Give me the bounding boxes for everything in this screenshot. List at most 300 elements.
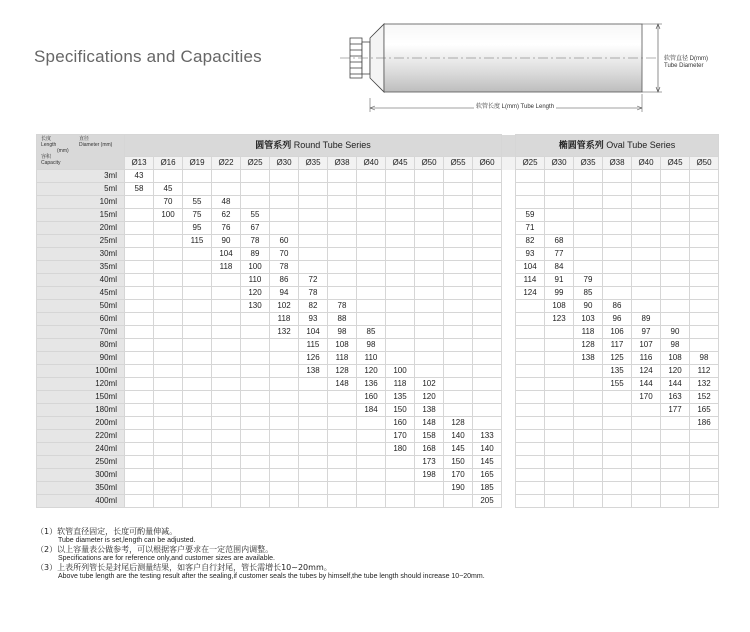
round-length-cell xyxy=(241,443,270,456)
oval-series-header xyxy=(516,135,719,157)
round-length-cell xyxy=(299,495,328,508)
round-length-cell xyxy=(154,313,183,326)
oval-length-cell xyxy=(603,274,632,287)
round-diameter-header: Ø16 xyxy=(154,157,183,170)
round-length-cell xyxy=(299,456,328,469)
round-length-cell xyxy=(212,326,241,339)
oval-length-cell xyxy=(632,287,661,300)
oval-length-cell xyxy=(516,469,545,482)
oval-length-cell xyxy=(545,365,574,378)
round-length-cell: 128 xyxy=(328,365,357,378)
round-length-cell xyxy=(125,248,154,261)
round-length-cell xyxy=(154,469,183,482)
round-length-cell xyxy=(328,274,357,287)
series-gap xyxy=(502,300,516,313)
capacity-cell: 90ml xyxy=(37,352,125,365)
oval-length-cell xyxy=(516,456,545,469)
round-length-cell xyxy=(415,313,444,326)
round-length-cell: 120 xyxy=(415,391,444,404)
round-diameter-header: Ø50 xyxy=(415,157,444,170)
capacity-cell: 120ml xyxy=(37,378,125,391)
round-length-cell xyxy=(473,339,502,352)
oval-length-cell xyxy=(516,443,545,456)
round-length-cell: 138 xyxy=(415,404,444,417)
round-length-cell xyxy=(154,430,183,443)
round-length-cell xyxy=(299,391,328,404)
round-length-cell xyxy=(125,339,154,352)
round-length-cell xyxy=(183,430,212,443)
round-length-cell: 128 xyxy=(444,417,473,430)
round-length-cell: 110 xyxy=(241,274,270,287)
oval-length-cell: 71 xyxy=(516,222,545,235)
oval-length-cell: 112 xyxy=(690,365,719,378)
note-3-en: Above tube length are the testing result after the sealing,if customer seals the tubes by himself,the tube length should increase 10~20mm. xyxy=(58,573,485,580)
round-length-cell: 43 xyxy=(125,170,154,183)
oval-length-cell: 138 xyxy=(574,352,603,365)
oval-length-cell xyxy=(690,469,719,482)
oval-length-cell xyxy=(603,482,632,495)
round-length-cell xyxy=(241,430,270,443)
round-length-cell xyxy=(415,183,444,196)
corner-length-unit: (mm) xyxy=(57,148,69,154)
round-length-cell xyxy=(212,404,241,417)
round-length-cell xyxy=(357,209,386,222)
capacity-cell: 35ml xyxy=(37,261,125,274)
oval-length-cell xyxy=(690,287,719,300)
oval-series-cn: 椭圆管系列 xyxy=(558,141,604,151)
oval-length-cell xyxy=(661,209,690,222)
round-length-cell: 45 xyxy=(154,183,183,196)
round-length-cell: 78 xyxy=(270,261,299,274)
round-length-cell: 70 xyxy=(270,248,299,261)
round-length-cell xyxy=(444,183,473,196)
round-length-cell xyxy=(357,495,386,508)
oval-length-cell xyxy=(545,170,574,183)
diameter-header-row xyxy=(37,157,719,170)
oval-length-cell xyxy=(516,404,545,417)
oval-length-cell: 124 xyxy=(632,365,661,378)
round-length-cell xyxy=(125,326,154,339)
oval-length-cell xyxy=(661,274,690,287)
round-length-cell xyxy=(386,222,415,235)
round-length-cell: 118 xyxy=(386,378,415,391)
oval-length-cell xyxy=(603,469,632,482)
oval-length-cell xyxy=(632,170,661,183)
capacity-cell: 60ml xyxy=(37,313,125,326)
round-length-cell xyxy=(386,469,415,482)
oval-length-cell: 170 xyxy=(632,391,661,404)
table-row xyxy=(37,417,719,430)
round-length-cell xyxy=(357,274,386,287)
round-length-cell xyxy=(299,443,328,456)
round-length-cell: 67 xyxy=(241,222,270,235)
round-length-cell xyxy=(270,222,299,235)
oval-length-cell xyxy=(545,404,574,417)
round-diameter-header: Ø55 xyxy=(444,157,473,170)
capacity-cell: 10ml xyxy=(37,196,125,209)
oval-length-cell: 97 xyxy=(632,326,661,339)
oval-length-cell xyxy=(661,222,690,235)
capacity-cell: 80ml xyxy=(37,339,125,352)
round-length-cell xyxy=(183,300,212,313)
round-length-cell xyxy=(125,352,154,365)
round-length-cell: 148 xyxy=(415,417,444,430)
oval-length-cell xyxy=(661,300,690,313)
round-length-cell xyxy=(299,469,328,482)
oval-length-cell xyxy=(516,313,545,326)
oval-length-cell xyxy=(603,443,632,456)
round-diameter-header: Ø25 xyxy=(241,157,270,170)
round-length-cell xyxy=(444,378,473,391)
round-length-cell xyxy=(241,456,270,469)
round-length-cell xyxy=(270,456,299,469)
round-length-cell xyxy=(357,261,386,274)
oval-length-cell xyxy=(603,404,632,417)
oval-length-cell xyxy=(603,495,632,508)
round-length-cell xyxy=(415,274,444,287)
series-gap xyxy=(502,183,516,196)
note-3 xyxy=(36,563,485,581)
round-length-cell xyxy=(270,183,299,196)
oval-length-cell: 125 xyxy=(603,352,632,365)
round-length-cell xyxy=(154,300,183,313)
round-length-cell xyxy=(125,495,154,508)
oval-length-cell xyxy=(545,222,574,235)
oval-length-cell xyxy=(574,248,603,261)
oval-length-cell xyxy=(516,482,545,495)
round-length-cell xyxy=(154,352,183,365)
oval-length-cell xyxy=(603,170,632,183)
table-row xyxy=(37,456,719,469)
round-length-cell: 145 xyxy=(473,456,502,469)
round-length-cell xyxy=(125,482,154,495)
round-length-cell xyxy=(444,495,473,508)
round-length-cell xyxy=(125,469,154,482)
round-length-cell xyxy=(328,495,357,508)
round-length-cell xyxy=(473,222,502,235)
round-length-cell: 102 xyxy=(270,300,299,313)
oval-length-cell xyxy=(574,404,603,417)
oval-length-cell: 128 xyxy=(574,339,603,352)
round-length-cell xyxy=(386,248,415,261)
round-length-cell xyxy=(299,248,328,261)
round-length-cell xyxy=(473,417,502,430)
round-length-cell: 170 xyxy=(386,430,415,443)
round-length-cell: 126 xyxy=(299,352,328,365)
round-length-cell xyxy=(183,326,212,339)
oval-length-cell xyxy=(603,248,632,261)
round-length-cell xyxy=(299,209,328,222)
round-length-cell: 118 xyxy=(270,313,299,326)
round-length-cell xyxy=(154,287,183,300)
round-length-cell xyxy=(183,495,212,508)
round-length-cell xyxy=(473,196,502,209)
round-length-cell xyxy=(444,365,473,378)
round-length-cell: 165 xyxy=(473,469,502,482)
table-row xyxy=(37,443,719,456)
round-length-cell: 100 xyxy=(154,209,183,222)
round-length-cell xyxy=(386,235,415,248)
round-length-cell xyxy=(415,482,444,495)
oval-length-cell xyxy=(603,261,632,274)
series-gap xyxy=(502,443,516,456)
oval-length-cell: 106 xyxy=(603,326,632,339)
oval-length-cell xyxy=(661,482,690,495)
length-label: 软管长度 L(mm) Tube Length xyxy=(476,104,555,110)
oval-series-en: Oval Tube Series xyxy=(606,140,676,150)
oval-length-cell: 90 xyxy=(574,300,603,313)
note-1-cn: （1）软管直径固定，长度可酌量伸减。 xyxy=(36,527,178,536)
round-length-cell xyxy=(386,456,415,469)
round-length-cell xyxy=(299,235,328,248)
round-length-cell xyxy=(415,261,444,274)
round-length-cell xyxy=(415,196,444,209)
round-length-cell xyxy=(473,365,502,378)
oval-length-cell: 114 xyxy=(516,274,545,287)
capacity-cell: 220ml xyxy=(37,430,125,443)
oval-length-cell: 84 xyxy=(545,261,574,274)
round-length-cell xyxy=(154,222,183,235)
capacity-cell: 200ml xyxy=(37,417,125,430)
oval-length-cell: 177 xyxy=(661,404,690,417)
oval-diameter-header: Ø30 xyxy=(545,157,574,170)
round-length-cell xyxy=(357,196,386,209)
capacity-cell: 100ml xyxy=(37,365,125,378)
round-length-cell xyxy=(125,300,154,313)
oval-length-cell xyxy=(661,261,690,274)
round-series-en: Round Tube Series xyxy=(293,140,371,150)
oval-length-cell xyxy=(632,196,661,209)
round-length-cell: 120 xyxy=(241,287,270,300)
oval-length-cell xyxy=(632,456,661,469)
round-length-cell xyxy=(357,183,386,196)
oval-length-cell xyxy=(603,456,632,469)
series-gap xyxy=(502,495,516,508)
round-diameter-header: Ø30 xyxy=(270,157,299,170)
table-row xyxy=(37,313,719,326)
round-diameter-header: Ø38 xyxy=(328,157,357,170)
table-row xyxy=(37,248,719,261)
table-row xyxy=(37,326,719,339)
round-length-cell xyxy=(415,365,444,378)
table-row xyxy=(37,274,719,287)
oval-length-cell xyxy=(661,495,690,508)
round-length-cell xyxy=(357,300,386,313)
round-diameter-header: Ø60 xyxy=(473,157,502,170)
oval-length-cell xyxy=(545,339,574,352)
round-length-cell xyxy=(299,261,328,274)
round-length-cell xyxy=(473,300,502,313)
capacity-cell: 40ml xyxy=(37,274,125,287)
round-length-cell xyxy=(212,378,241,391)
round-length-cell xyxy=(212,339,241,352)
round-length-cell xyxy=(444,352,473,365)
round-length-cell: 70 xyxy=(154,196,183,209)
oval-length-cell xyxy=(690,300,719,313)
oval-length-cell xyxy=(632,209,661,222)
oval-length-cell xyxy=(690,495,719,508)
round-length-cell xyxy=(299,378,328,391)
round-length-cell: 130 xyxy=(241,300,270,313)
oval-length-cell xyxy=(574,261,603,274)
round-length-cell: 95 xyxy=(183,222,212,235)
oval-length-cell xyxy=(574,417,603,430)
corner-length-en: Length xyxy=(41,142,57,148)
oval-length-cell xyxy=(690,274,719,287)
oval-diameter-header: Ø45 xyxy=(661,157,690,170)
round-length-cell: 98 xyxy=(328,326,357,339)
oval-length-cell xyxy=(690,248,719,261)
oval-length-cell: 99 xyxy=(545,287,574,300)
oval-length-cell xyxy=(545,495,574,508)
round-length-cell xyxy=(328,430,357,443)
round-length-cell xyxy=(270,495,299,508)
round-length-cell xyxy=(415,222,444,235)
round-length-cell xyxy=(183,261,212,274)
round-length-cell xyxy=(270,339,299,352)
oval-length-cell xyxy=(661,430,690,443)
spec-table xyxy=(36,134,719,508)
round-length-cell xyxy=(241,378,270,391)
round-length-cell xyxy=(183,274,212,287)
capacity-cell: 400ml xyxy=(37,495,125,508)
round-length-cell xyxy=(415,352,444,365)
round-length-cell xyxy=(328,482,357,495)
note-1-en: Tube diameter is set,length can be adjusted. xyxy=(58,537,196,544)
round-length-cell: 145 xyxy=(444,443,473,456)
round-length-cell xyxy=(473,326,502,339)
table-row xyxy=(37,170,719,183)
round-length-cell xyxy=(328,183,357,196)
capacity-cell: 3ml xyxy=(37,170,125,183)
round-length-cell: 158 xyxy=(415,430,444,443)
oval-length-cell xyxy=(603,235,632,248)
round-length-cell xyxy=(386,209,415,222)
round-length-cell: 55 xyxy=(183,196,212,209)
round-length-cell xyxy=(328,287,357,300)
oval-length-cell xyxy=(632,248,661,261)
table-row xyxy=(37,482,719,495)
round-length-cell xyxy=(154,495,183,508)
round-length-cell: 173 xyxy=(415,456,444,469)
series-gap xyxy=(502,135,516,157)
round-length-cell: 136 xyxy=(357,378,386,391)
round-length-cell xyxy=(444,274,473,287)
capacity-cell: 150ml xyxy=(37,391,125,404)
oval-length-cell xyxy=(516,183,545,196)
table-row xyxy=(37,209,719,222)
round-length-cell: 100 xyxy=(386,365,415,378)
table-row xyxy=(37,495,719,508)
round-length-cell xyxy=(183,404,212,417)
round-length-cell: 62 xyxy=(212,209,241,222)
oval-length-cell xyxy=(632,404,661,417)
round-length-cell xyxy=(415,300,444,313)
round-length-cell: 198 xyxy=(415,469,444,482)
oval-length-cell: 91 xyxy=(545,274,574,287)
oval-diameter-header: Ø25 xyxy=(516,157,545,170)
table-row xyxy=(37,196,719,209)
round-length-cell xyxy=(125,287,154,300)
corner-capacity-cn: 容积 xyxy=(41,154,52,160)
round-length-cell xyxy=(386,482,415,495)
round-length-cell xyxy=(241,183,270,196)
series-gap xyxy=(502,352,516,365)
round-length-cell: 108 xyxy=(328,339,357,352)
oval-length-cell xyxy=(661,469,690,482)
round-length-cell xyxy=(444,300,473,313)
round-length-cell xyxy=(154,248,183,261)
series-gap xyxy=(502,222,516,235)
round-length-cell xyxy=(415,170,444,183)
round-length-cell xyxy=(125,274,154,287)
oval-length-cell xyxy=(516,495,545,508)
oval-length-cell: 155 xyxy=(603,378,632,391)
note-3-cn: （3）上表所列管长是封尾后测量结果，如客户自行封尾，管长需增长10~20mm。 xyxy=(36,563,332,572)
round-length-cell xyxy=(241,365,270,378)
round-length-cell xyxy=(212,391,241,404)
round-length-cell xyxy=(270,365,299,378)
round-length-cell xyxy=(299,482,328,495)
diameter-label xyxy=(664,56,708,70)
oval-length-cell: 108 xyxy=(545,300,574,313)
round-length-cell xyxy=(241,404,270,417)
capacity-cell: 20ml xyxy=(37,222,125,235)
round-diameter-header: Ø45 xyxy=(386,157,415,170)
series-gap xyxy=(502,404,516,417)
oval-length-cell: 77 xyxy=(545,248,574,261)
round-length-cell xyxy=(125,430,154,443)
round-length-cell xyxy=(183,248,212,261)
round-length-cell xyxy=(444,209,473,222)
round-length-cell xyxy=(270,469,299,482)
round-length-cell xyxy=(212,183,241,196)
round-diameter-header: Ø40 xyxy=(357,157,386,170)
round-length-cell: 72 xyxy=(299,274,328,287)
oval-length-cell xyxy=(545,417,574,430)
round-length-cell xyxy=(212,274,241,287)
oval-length-cell xyxy=(545,183,574,196)
round-length-cell: 94 xyxy=(270,287,299,300)
round-length-cell xyxy=(183,469,212,482)
round-length-cell: 148 xyxy=(328,378,357,391)
round-length-cell xyxy=(241,495,270,508)
notes xyxy=(36,527,485,581)
round-length-cell: 115 xyxy=(183,235,212,248)
round-length-cell xyxy=(415,287,444,300)
round-length-cell xyxy=(473,274,502,287)
round-length-cell xyxy=(212,352,241,365)
round-length-cell xyxy=(328,391,357,404)
table-row xyxy=(37,222,719,235)
capacity-cell: 25ml xyxy=(37,235,125,248)
oval-length-cell xyxy=(545,378,574,391)
oval-length-cell xyxy=(574,391,603,404)
oval-length-cell: 90 xyxy=(661,326,690,339)
round-length-cell xyxy=(154,443,183,456)
round-length-cell: 104 xyxy=(299,326,328,339)
round-length-cell xyxy=(212,443,241,456)
series-gap xyxy=(502,482,516,495)
oval-length-cell xyxy=(661,287,690,300)
oval-length-cell xyxy=(574,170,603,183)
round-length-cell xyxy=(270,443,299,456)
round-length-cell xyxy=(154,274,183,287)
oval-length-cell xyxy=(632,443,661,456)
round-length-cell xyxy=(328,248,357,261)
oval-length-cell: 132 xyxy=(690,378,719,391)
round-length-cell xyxy=(473,313,502,326)
